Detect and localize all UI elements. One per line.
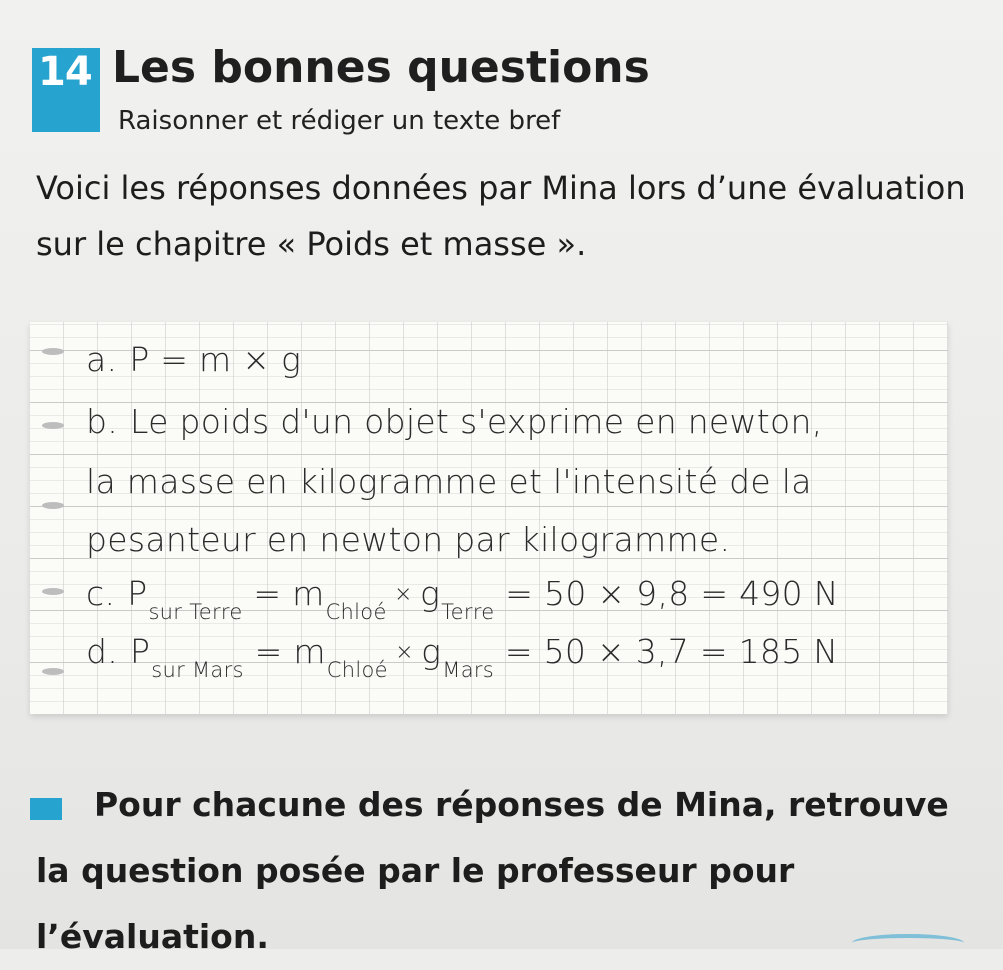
answer-d-g: g <box>421 632 442 671</box>
exercise-number: 14 <box>38 49 92 95</box>
paper-hole <box>42 502 64 509</box>
exercise-title: Les bonnes questions <box>112 42 650 93</box>
decorative-arc <box>852 934 964 952</box>
question-paragraph: Pour chacune des réponses de Mina, retrouve la question posée par le professeur pour l’évaluation. <box>36 785 949 956</box>
answer-c-m-sub: Chloé <box>325 600 387 624</box>
exercise-number-badge <box>32 48 100 132</box>
answer-d <box>86 630 839 682</box>
answer-b-line2: la masse en kilogramme et l'intensité de la <box>86 462 812 501</box>
answer-a-label: a. <box>86 340 118 379</box>
answer-d-g-sub: Mars <box>442 658 495 682</box>
answer-c-label: c. <box>86 574 116 613</box>
answer-b-line1 <box>86 400 823 444</box>
answer-b-line3: pesanteur en newton par kilogramme. <box>86 520 731 559</box>
answer-d-m: m <box>293 632 326 671</box>
exercise-subtitle: Raisonner et rédiger un texte bref <box>118 106 561 136</box>
answer-d-times: × <box>387 640 422 665</box>
notebook-paper <box>30 322 948 714</box>
intro-paragraph: Voici les réponses données par Mina lors d’une évaluation sur le chapitre « Poids et masse ». <box>36 169 966 263</box>
answer-c-eq: = <box>242 574 293 613</box>
answer-d-label: d. <box>86 632 119 671</box>
answer-b-text-line1: Le poids d'un objet s'exprime en newton, <box>130 402 823 441</box>
paper-hole <box>42 348 64 355</box>
answer-d-p: P <box>130 632 151 671</box>
answer-c <box>86 572 839 624</box>
answer-c-p: P <box>127 574 148 613</box>
answer-c-g-sub: Terre <box>441 600 495 624</box>
paper-hole <box>42 668 64 675</box>
answer-d-m-sub: Chloé <box>326 658 388 682</box>
answer-c-g: g <box>420 574 441 613</box>
answer-c-times: × <box>386 582 420 607</box>
paper-hole <box>42 422 64 429</box>
answer-d-eq: = <box>243 632 294 671</box>
answer-c-m: m <box>292 574 325 613</box>
answer-c-p-sub: sur Terre <box>148 600 243 624</box>
answer-d-result: = 50 × 3,7 = 185 N <box>494 632 839 671</box>
answer-c-result: = 50 × 9,8 = 490 N <box>494 574 839 613</box>
answer-a <box>86 338 301 382</box>
answer-b-label: b. <box>86 402 119 441</box>
answer-a-formula: P = m × g <box>129 340 302 379</box>
answer-d-p-sub: sur Mars <box>151 658 244 682</box>
paper-hole <box>42 588 64 595</box>
